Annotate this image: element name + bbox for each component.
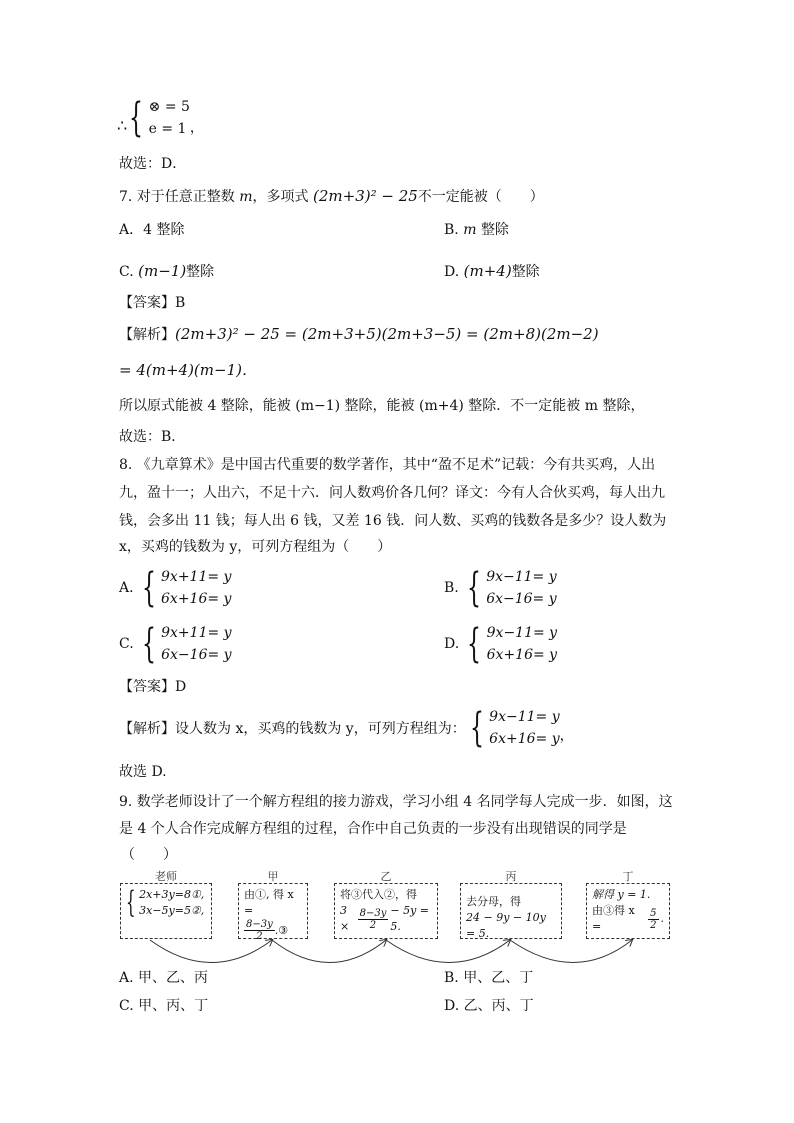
system-row: 9x+11= y xyxy=(161,569,232,585)
system-row: 6x+16= y xyxy=(486,647,558,663)
q7-stem-b: ，多项式 xyxy=(252,189,309,205)
q7-option-d-text: 整除 xyxy=(511,264,540,280)
q7-stem-var: m xyxy=(239,189,253,205)
arc-yi-bing xyxy=(386,940,510,963)
q7-option-c-label: C. xyxy=(119,264,134,280)
bing-line2: 24 − 9y − 10y = 5. xyxy=(466,911,546,940)
jia-tail: .③ xyxy=(274,923,289,937)
q8-analysis-label: 【解析】 xyxy=(119,721,175,737)
brace: { xyxy=(129,95,144,141)
brace: { xyxy=(141,621,156,667)
yi-rest: − 5y = 5. xyxy=(390,904,429,933)
label-yi: 乙 xyxy=(380,870,392,883)
system-row: 9x−11= y xyxy=(486,569,557,585)
jia-line1: 由①, 得 x = xyxy=(244,888,294,917)
label-ding: 丁 xyxy=(622,870,634,883)
q9-option-c: C. 甲、丙、丁 xyxy=(119,998,209,1014)
arc-bing-ding xyxy=(510,940,632,963)
q9-stem-line: （ ） xyxy=(121,847,177,863)
q8-option-a-label: A. xyxy=(119,580,134,596)
label-teacher: 老师 xyxy=(155,870,177,883)
system-row: 6x−16= y xyxy=(161,647,232,663)
teacher-eq1: 2x+3y=8①, xyxy=(139,888,205,901)
q8-analysis-text: 设人数为 x，买鸡的钱数为 y，可列方程组为： xyxy=(175,721,466,737)
yi-frac-num: 8−3y xyxy=(359,907,387,919)
q8-option-d-label: D. xyxy=(444,636,460,652)
q8-option-c-label: C. xyxy=(119,636,134,652)
q8-stem-line: x，买鸡的钱数为 y，可列方程组为（ ） xyxy=(119,539,392,555)
q8-stem-line: 九，盈十一；人出六，不足十六．问人数鸡价各几何？译文：今有人合伙买鸡，每人出九 xyxy=(119,485,665,501)
q7-stem-a: 7. 对于任意正整数 xyxy=(119,189,235,205)
q9-stem-line: 是 4 个人合作完成解方程组的过程，合作中自己负责的一步没有出现错误的同学是 xyxy=(119,821,627,837)
q8-conclusion: 故选 D. xyxy=(119,764,167,780)
system-row: e = 1 xyxy=(148,121,187,137)
q8-stem-line: 钱，会多出 11 钱；每人出 6 钱，又差 16 钱．问人数、买鸡的钱数各是多少？设人数为 xyxy=(119,513,667,529)
jia-frac-num: 8−3y xyxy=(246,919,273,930)
q9-option-a: A. 甲、乙、丙 xyxy=(119,970,209,986)
q8-option-b-label: B. xyxy=(444,580,459,596)
q9-stem-line: 9. 数学老师设计了一个解方程组的接力游戏，学习小组 4 名同学每人完成一步．如图，这 xyxy=(119,794,673,810)
arc-jia-yi xyxy=(272,940,386,963)
yi-line1: 将③代入②，得 xyxy=(340,888,417,901)
q7-option-b-label: B. xyxy=(444,222,459,238)
system-row: 6x−16= y xyxy=(486,591,557,607)
system-row: 9x−11= y xyxy=(489,709,560,725)
ding-frac-den: 2 xyxy=(650,919,657,931)
teacher-eq2: 3x−5y=5②, xyxy=(139,904,205,917)
bing-line1: 去分母，得 xyxy=(466,895,521,908)
q7-option-d-label: D. xyxy=(444,264,460,280)
q7-option-b-text: 整除 xyxy=(480,222,509,238)
brace: { xyxy=(467,621,482,667)
ding-tail: . xyxy=(660,912,664,925)
q7-option-b-var: m xyxy=(463,222,477,238)
jia-frac-den: 2 xyxy=(256,931,263,942)
q9-option-b: B. 甲、乙、丁 xyxy=(444,970,534,986)
q7-stem-expr: (2m+3)² − 25 xyxy=(313,187,418,205)
q7-analysis-line3: 所以原式能被 4 整除，能被 (m−1) 整除，能被 (m+4) 整除．不一定能被 m 整除， xyxy=(119,398,645,414)
q7-option-d-expr: (m+4) xyxy=(463,262,512,280)
label-jia: 甲 xyxy=(267,870,279,883)
prev-conclusion: 故选：D． xyxy=(119,156,187,172)
label-bing: 丙 xyxy=(505,870,517,883)
q8-analysis-tail: ， xyxy=(559,728,574,744)
brace: { xyxy=(126,885,136,920)
ding-line1: 解得 y = 1. xyxy=(592,888,651,901)
system-row: ⊗ = 5 xyxy=(148,99,190,115)
brace: { xyxy=(466,565,481,611)
system-row: 9x−11= y xyxy=(486,625,558,641)
q7-option-a: A．4 整除 xyxy=(119,222,185,238)
system-row: 9x+11= y xyxy=(161,625,232,641)
yi-times: 3 × xyxy=(340,904,350,933)
q7-option-c-expr: (m−1) xyxy=(138,262,187,280)
q7-answer: 【答案】B xyxy=(119,295,186,311)
brace: { xyxy=(141,565,156,611)
q8-stem-line: 8. 《九章算术》是中国古代重要的数学著作，其中“盈不足术”记载：今有共买鸡，人出 xyxy=(119,457,656,473)
q7-analysis-label: 【解析】 xyxy=(119,327,175,343)
arc-teacher-jia xyxy=(150,940,272,963)
system-tail: ， xyxy=(189,120,204,136)
q7-analysis-expr1: (2m+3)² − 25 = (2m+3+5)(2m+3−5) = (2m+8)(2m−2) xyxy=(175,325,599,343)
q7-stem-c: 不一定能被（ ） xyxy=(417,189,544,205)
q8-answer: 【答案】D xyxy=(119,679,187,695)
yi-frac-den: 2 xyxy=(369,919,377,931)
q7-analysis-line2: = 4(m+4)(m−1)． xyxy=(119,361,257,379)
system-row: 6x+16= y xyxy=(161,591,232,607)
brace: { xyxy=(469,705,484,751)
q7-conclusion: 故选：B． xyxy=(119,429,186,445)
q7-option-c-text: 整除 xyxy=(186,264,215,280)
ding-frac-num: 5 xyxy=(650,907,657,919)
ding-line2-text: 由③得 x = xyxy=(592,904,635,933)
system-row: 6x+16= y xyxy=(489,731,560,747)
therefore-symbol: ∴ xyxy=(117,115,128,135)
q9-option-d: D. 乙、丙、丁 xyxy=(444,998,534,1014)
